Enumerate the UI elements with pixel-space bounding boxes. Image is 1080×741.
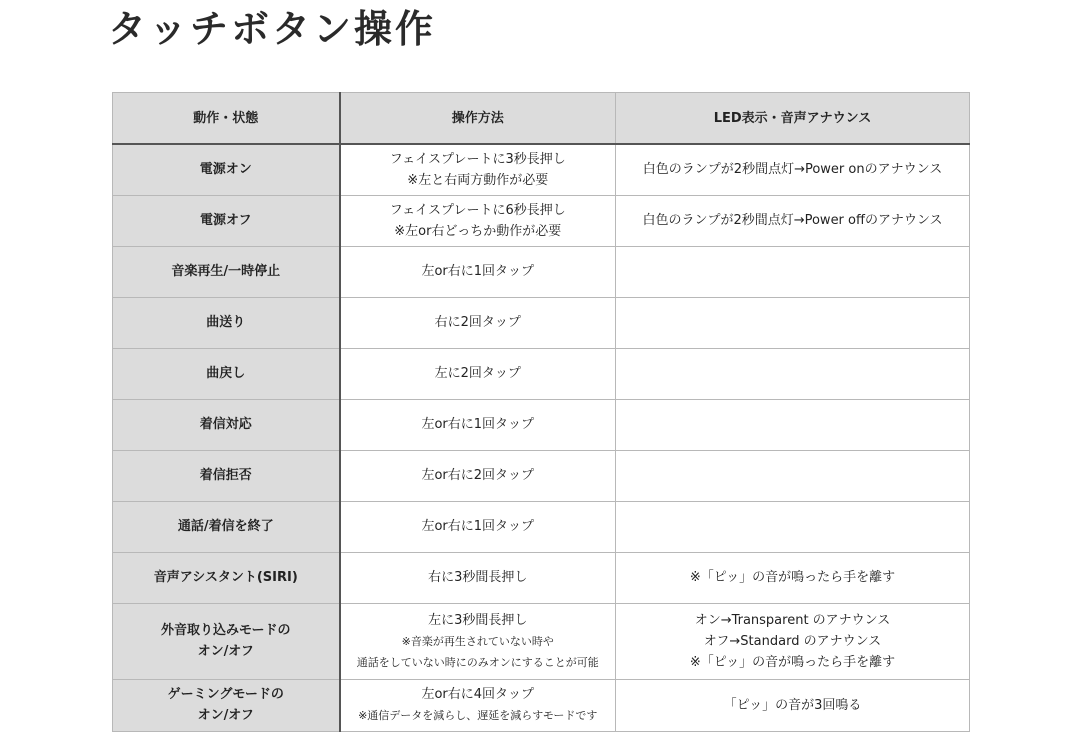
led-cell — [616, 246, 970, 297]
table-row — [113, 348, 970, 399]
method-cell — [340, 679, 616, 731]
method-cell — [340, 246, 616, 297]
action-cell-line: 電源オフ — [199, 213, 252, 228]
method-cell — [340, 144, 616, 195]
led-cell-line: 「ピッ」の音が3回鳴る — [723, 697, 862, 713]
action-cell — [113, 348, 340, 399]
action-cell — [113, 195, 340, 246]
table-row — [113, 246, 970, 297]
method-cell-line: 右に2回タップ — [434, 315, 521, 330]
action-cell — [113, 399, 340, 450]
led-cell-line: 白色のランプが2秒間点灯→Power offのアナウンス — [642, 213, 943, 228]
led-cell-line: オフ→Standard のアナウンス — [703, 633, 882, 649]
method-cell-line: 左or右に1回タップ — [421, 417, 535, 432]
method-cell-line: 左or右に1回タップ — [421, 264, 535, 279]
method-cell — [340, 348, 616, 399]
action-cell-line: 音楽再生/一時停止 — [171, 264, 281, 279]
table-row — [113, 399, 970, 450]
action-cell-line: 曲戻し — [206, 366, 246, 381]
touch-operation-table — [112, 92, 970, 732]
method-cell-line: 左に3秒間長押し — [428, 612, 528, 628]
method-cell-line: 右に3秒間長押し — [428, 570, 528, 585]
action-cell — [113, 501, 340, 552]
action-cell-line: 音声アシスタント(SIRI) — [153, 570, 298, 585]
method-cell — [340, 450, 616, 501]
action-cell-line: オン/オフ — [197, 708, 254, 723]
action-cell — [113, 246, 340, 297]
action-cell — [113, 679, 340, 731]
table-row — [113, 603, 970, 679]
action-cell — [113, 297, 340, 348]
led-cell-line: ※「ピッ」の音が鳴ったら手を離す — [689, 570, 896, 585]
method-cell-line: 通話をしていない時にのみオンにすることが可能 — [356, 655, 599, 669]
action-cell — [113, 603, 340, 679]
action-cell-line: 外音取り込みモードの — [161, 623, 291, 638]
led-cell — [616, 603, 970, 679]
header-led: LED表示・音声アナウンス — [616, 93, 970, 145]
method-cell-line: フェイスプレートに6秒長押し — [389, 202, 566, 218]
method-cell-line: ※音楽が再生されていない時や — [401, 634, 554, 648]
page-title: タッチボタン操作 — [108, 7, 437, 51]
action-cell-line: 曲送り — [206, 315, 246, 330]
led-cell — [616, 144, 970, 195]
method-cell-line: ※左or右どっちか動作が必要 — [394, 223, 562, 239]
method-cell-line: 左or右に4回タップ — [421, 687, 535, 702]
action-cell-line: 通話/着信を終了 — [177, 519, 274, 534]
method-cell — [340, 195, 616, 246]
action-cell-line: ゲーミングモードの — [167, 687, 284, 702]
action-cell — [113, 552, 340, 603]
action-cell-line: 電源オン — [199, 162, 252, 178]
led-cell — [616, 399, 970, 450]
action-cell-line: オン/オフ — [197, 644, 254, 659]
led-cell — [616, 552, 970, 603]
table-row — [113, 195, 970, 246]
method-cell-line: フェイスプレートに3秒長押し — [389, 151, 566, 167]
method-cell-line: 左に2回タップ — [434, 366, 521, 381]
table-row — [113, 297, 970, 348]
method-cell-line: 左or右に1回タップ — [421, 519, 535, 534]
led-cell-line: ※「ピッ」の音が鳴ったら手を離す — [689, 654, 896, 670]
table-row — [113, 501, 970, 552]
table-row — [113, 679, 970, 731]
method-cell — [340, 552, 616, 603]
header-method: 操作方法 — [340, 93, 616, 145]
led-cell — [616, 679, 970, 731]
led-cell — [616, 501, 970, 552]
led-cell-line: 白色のランプが2秒間点灯→Power onのアナウンス — [642, 162, 943, 178]
led-cell — [616, 297, 970, 348]
action-cell-line: 着信対応 — [199, 417, 252, 432]
header-action: 動作・状態 — [113, 93, 340, 145]
table-row — [113, 552, 970, 603]
table-header-row — [113, 93, 970, 145]
method-cell — [340, 297, 616, 348]
led-cell — [616, 195, 970, 246]
action-cell-line: 着信拒否 — [199, 468, 252, 483]
table-row — [113, 144, 970, 195]
method-cell-line: ※通信データを減らし、遅延を減らすモードです — [358, 709, 598, 722]
table-row — [113, 450, 970, 501]
method-cell — [340, 399, 616, 450]
action-cell — [113, 450, 340, 501]
action-cell — [113, 144, 340, 195]
led-cell-line: オン→Transparent のアナウンス — [694, 612, 891, 628]
led-cell — [616, 348, 970, 399]
method-cell-line: ※左と右両方動作が必要 — [407, 172, 549, 188]
method-cell — [340, 501, 616, 552]
led-cell — [616, 450, 970, 501]
method-cell-line: 左or右に2回タップ — [421, 468, 535, 483]
method-cell — [340, 603, 616, 679]
